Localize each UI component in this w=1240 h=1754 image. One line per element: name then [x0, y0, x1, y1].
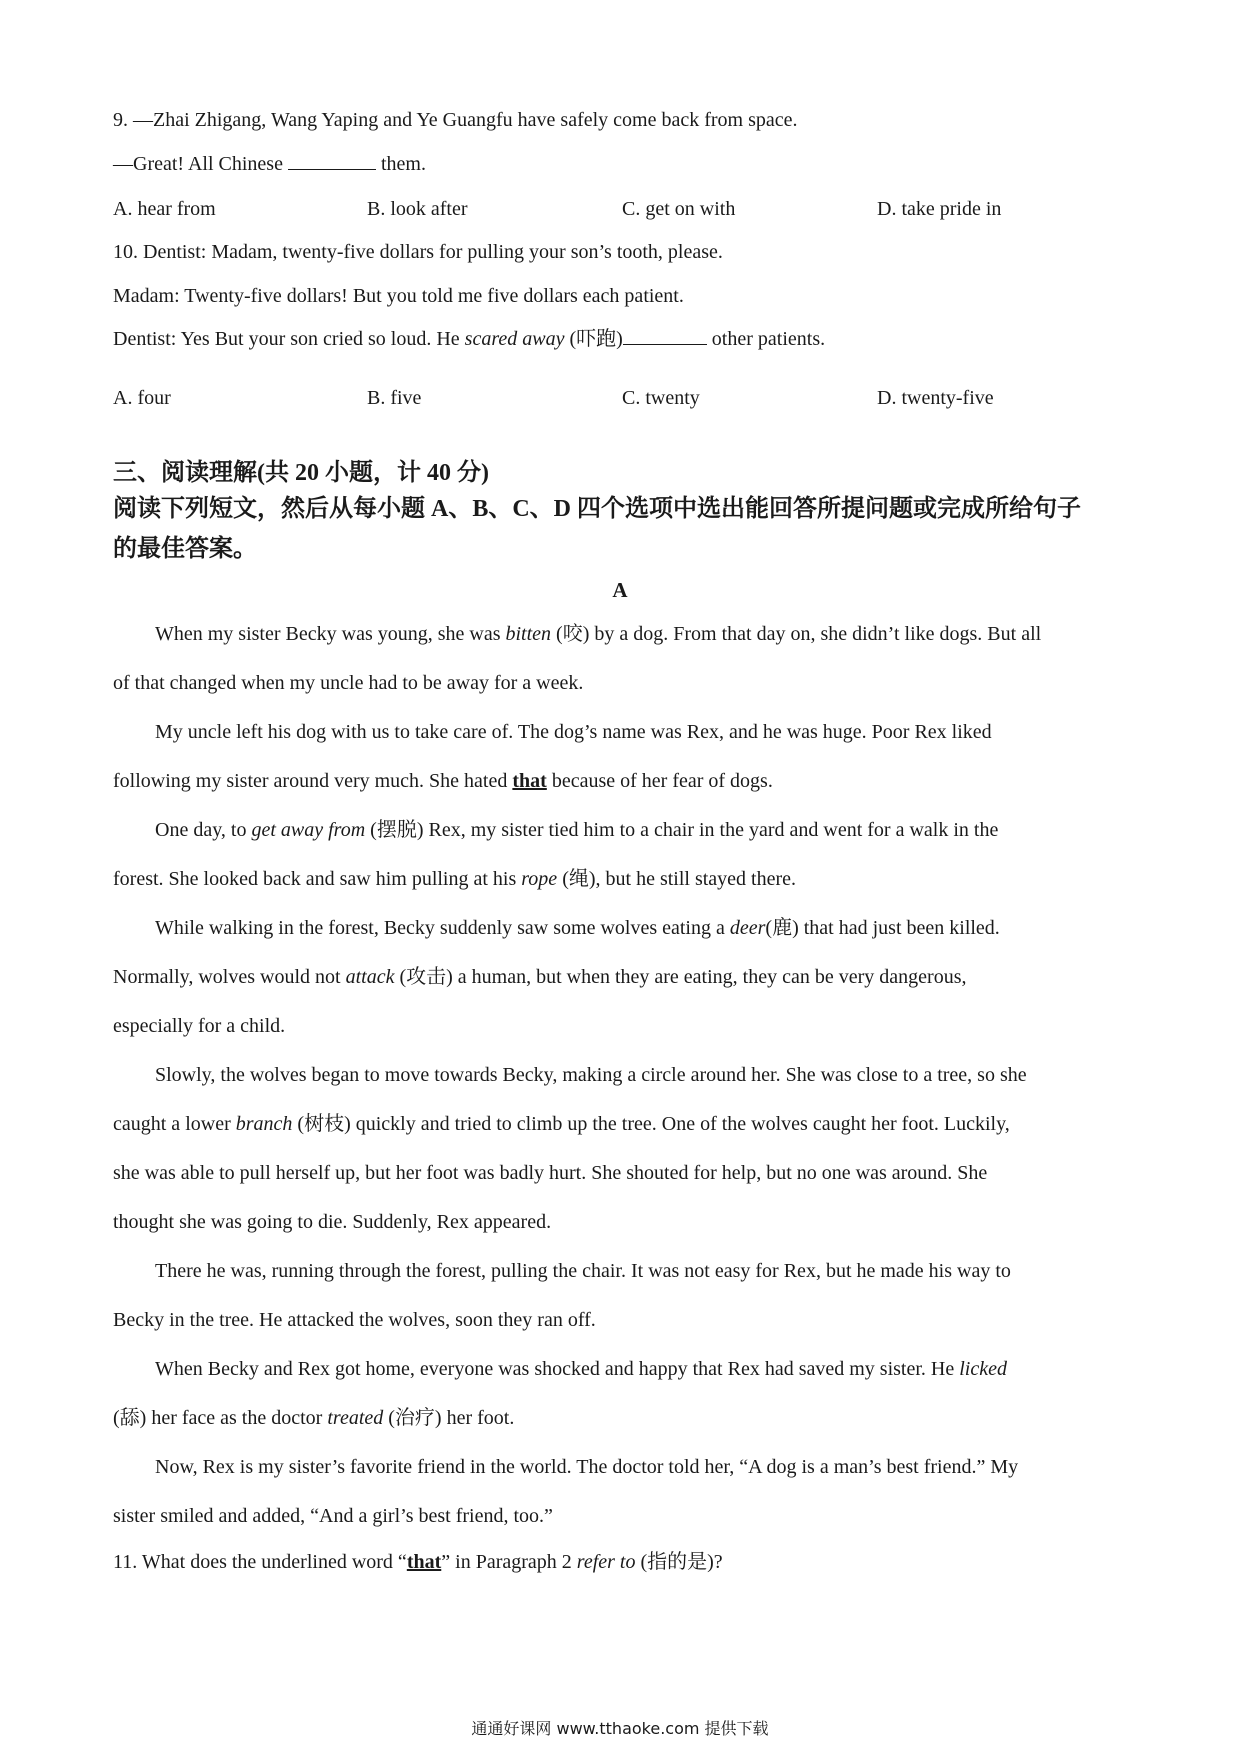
- passage-p7-line-2: [113, 1405, 514, 1431]
- underlined-word: that: [406, 1551, 442, 1573]
- q10-line-3-post: other patients.: [706, 328, 826, 350]
- passage-p6-line-2: Becky in the tree. He attacked the wolves, soon they ran off.: [113, 1309, 596, 1331]
- text-run: While walking in the forest, Becky suddenly saw some wolves eating a: [155, 917, 730, 939]
- q10-line-3: [113, 326, 825, 352]
- passage-p1-line-2: of that changed when my uncle had to be away for a week.: [113, 672, 584, 694]
- q10-line-3-pre: Dentist: Yes But your son cried so loud. He: [113, 328, 465, 350]
- text-run: When my sister Becky was young, she was: [155, 623, 506, 645]
- passage-p5-line-4: thought she was going to die. Suddenly, Rex appeared.: [113, 1211, 552, 1233]
- q9-option-a: A. hear from: [113, 198, 216, 220]
- text-run: (鹿) that had just been killed.: [765, 917, 1000, 939]
- text-run: following my sister around very much. She hated: [113, 770, 513, 792]
- italic-term: refer to: [576, 1551, 636, 1573]
- text-run: caught a lower: [113, 1113, 236, 1135]
- passage-p3-line-1: [155, 817, 998, 843]
- q9-response: [113, 151, 426, 177]
- passage-p3-line-2: [113, 866, 796, 892]
- passage-p8-line-2: sister smiled and added, “And a girl’s best friend, too.”: [113, 1505, 553, 1527]
- passage-p6-line-1: There he was, running through the forest, pulling the chair. It was not easy for Rex, but he made his way to: [155, 1260, 1011, 1282]
- text-run: (绳), but he still stayed there.: [557, 868, 797, 890]
- text-run: forest. She looked back and saw him pulling at his: [113, 868, 522, 890]
- text-run: One day, to: [155, 819, 252, 841]
- italic-term: rope: [521, 868, 558, 890]
- passage-p8-line-1: Now, Rex is my sister’s favorite friend in the world. The doctor told her, “A dog is a man’s best friend.” My: [155, 1456, 1019, 1478]
- q10-option-d: D. twenty-five: [877, 387, 994, 409]
- passage-p5-line-2: [113, 1111, 1010, 1137]
- q9-stem: 9. —Zhai Zhigang, Wang Yaping and Ye Guangfu have safely come back from space.: [113, 109, 798, 131]
- section-instruction-1: 阅读下列短文，然后从每小题 A、B、C、D 四个选项中选出能回答所提问题或完成所给句子: [113, 496, 1082, 522]
- q9-option-c: C. get on with: [622, 198, 736, 220]
- q10-option-a: A. four: [113, 387, 171, 409]
- text-run: (舔) her face as the doctor: [113, 1407, 328, 1429]
- underlined-word: that: [512, 770, 547, 792]
- text-run: (树枝) quickly and tried to climb up the tree. One of the wolves caught her foot. Luckily,: [292, 1113, 1010, 1135]
- passage-p2-line-1: My uncle left his dog with us to take care of. The dog’s name was Rex, and he was huge. Poor Rex liked: [155, 721, 992, 743]
- passage-p5-line-1: Slowly, the wolves began to move towards Becky, making a circle around her. She was close to a tree, so she: [155, 1064, 1027, 1086]
- passage-title: A: [612, 578, 628, 602]
- text-run: ” in Paragraph 2: [441, 1551, 577, 1573]
- section-title: 三、阅读理解(共 20 小题，计 40 分): [113, 460, 489, 486]
- italic-term: branch: [235, 1113, 293, 1135]
- section-instruction-2: 的最佳答案。: [113, 536, 257, 562]
- q9-blank: [288, 151, 376, 170]
- q10-blank: [623, 326, 707, 345]
- passage-p4-line-1: [155, 915, 1000, 941]
- italic-term: treated: [327, 1407, 384, 1429]
- text-run: Normally, wolves would not: [113, 966, 346, 988]
- q10-option-c: C. twenty: [622, 387, 700, 409]
- text-run: (指的是)?: [635, 1551, 723, 1573]
- q10-line-1: 10. Dentist: Madam, twenty-five dollars for pulling your son’s tooth, please.: [113, 241, 723, 263]
- italic-term: bitten: [505, 623, 552, 645]
- italic-term: get away from: [251, 819, 366, 841]
- italic-term: attack: [345, 966, 395, 988]
- q9-option-d: D. take pride in: [877, 198, 1002, 220]
- text-run: (治疗) her foot.: [383, 1407, 515, 1429]
- italic-term: deer: [729, 917, 766, 939]
- q11-stem: [113, 1549, 723, 1575]
- passage-p5-line-3: she was able to pull herself up, but her foot was badly hurt. She shouted for help, but no one was around. She: [113, 1162, 988, 1184]
- text-run: because of her fear of dogs.: [546, 770, 773, 792]
- q10-gloss: (吓跑): [564, 328, 623, 350]
- text-run: When Becky and Rex got home, everyone was shocked and happy that Rex had saved my sister. He: [155, 1358, 960, 1380]
- passage-p2-line-2: [113, 768, 773, 794]
- passage-p4-line-3: especially for a child.: [113, 1015, 286, 1037]
- passage-p1-line-1: [155, 621, 1041, 647]
- text-run: (攻击) a human, but when they are eating, they can be very dangerous,: [394, 966, 967, 988]
- q10-line-2: Madam: Twenty-five dollars! But you told me five dollars each patient.: [113, 285, 684, 307]
- text-run: (咬) by a dog. From that day on, she didn’t like dogs. But all: [551, 623, 1042, 645]
- q10-italic-term: scared away: [464, 328, 565, 350]
- q9-option-b: B. look after: [367, 198, 468, 220]
- q10-option-b: B. five: [367, 387, 422, 409]
- page-footer: 通通好课网 www.tthaoke.com 提供下载: [471, 1719, 769, 1738]
- italic-term: licked: [959, 1358, 1007, 1380]
- q9-response-post: them.: [375, 153, 426, 175]
- text-run: 11. What does the underlined word “: [113, 1551, 407, 1573]
- text-run: (摆脱) Rex, my sister tied him to a chair in the yard and went for a walk in the: [365, 819, 999, 841]
- passage-p7-line-1: [155, 1356, 1007, 1382]
- q9-response-pre: —Great! All Chinese: [113, 153, 288, 175]
- passage-p4-line-2: [113, 964, 966, 990]
